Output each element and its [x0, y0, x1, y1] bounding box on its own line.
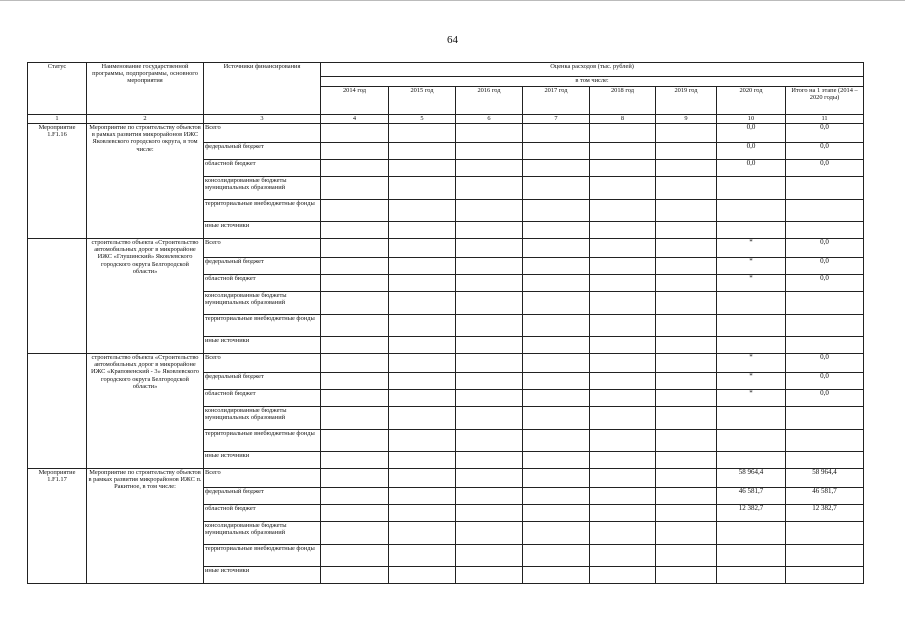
year-value-cell: [523, 337, 590, 354]
total-value-cell: [786, 177, 864, 200]
column-number: 6: [456, 115, 523, 124]
year-value-cell: [456, 337, 523, 354]
year-value-cell: [656, 258, 717, 275]
year-value-cell: [656, 567, 717, 584]
year-value-cell: [389, 390, 456, 407]
column-number: 1: [28, 115, 87, 124]
measure-name-cell: Мероприятие по строительству объектов в рамках развития микрорайонов ИЖС п. Ракитное, в том числе:: [87, 469, 204, 584]
year-value-cell: [321, 407, 389, 430]
total-value-cell: [786, 292, 864, 315]
year-value-cell: [456, 469, 523, 488]
year-value-cell: [590, 258, 656, 275]
funding-source-cell: консолидированные бюджеты муниципальных образований: [204, 407, 321, 430]
year-value-cell: [321, 354, 389, 373]
year-value-cell: [523, 390, 590, 407]
year-value-cell: [321, 143, 389, 160]
year-value-cell: [590, 354, 656, 373]
column-number: 2: [87, 115, 204, 124]
year-value-cell: [389, 222, 456, 239]
year-value-cell: [389, 505, 456, 522]
year-value-cell: [656, 354, 717, 373]
year-value-cell: [321, 469, 389, 488]
year-value-cell: [389, 275, 456, 292]
year-value-cell: [590, 430, 656, 452]
year-value-cell: [523, 292, 590, 315]
year-value-cell: [656, 275, 717, 292]
year-value-cell: [456, 222, 523, 239]
year-value-cell: [456, 124, 523, 143]
year-value-cell: [523, 124, 590, 143]
funding-source-cell: федеральный бюджет: [204, 143, 321, 160]
year-value-cell: [321, 315, 389, 337]
value-2020-cell: [717, 430, 786, 452]
year-value-cell: [590, 390, 656, 407]
year-value-cell: [389, 545, 456, 567]
year-value-cell: [590, 337, 656, 354]
year-value-cell: [590, 545, 656, 567]
year-value-cell: [389, 488, 456, 505]
year-value-cell: [523, 469, 590, 488]
year-value-cell: [590, 124, 656, 143]
year-value-cell: [656, 160, 717, 177]
funding-source-cell: территориальные внебюджетные фонды: [204, 545, 321, 567]
header-year: 2019 год: [656, 87, 717, 115]
year-value-cell: [321, 505, 389, 522]
year-value-cell: [389, 177, 456, 200]
value-2020-cell: [717, 567, 786, 584]
year-value-cell: [523, 545, 590, 567]
status-cell: Мероприятие 1.F1.16: [28, 124, 87, 239]
year-value-cell: [590, 488, 656, 505]
column-number: 3: [204, 115, 321, 124]
year-value-cell: [590, 200, 656, 222]
year-value-cell: [656, 505, 717, 522]
year-value-cell: [456, 567, 523, 584]
year-value-cell: [590, 177, 656, 200]
total-value-cell: [786, 522, 864, 545]
year-value-cell: [656, 373, 717, 390]
funding-source-cell: федеральный бюджет: [204, 258, 321, 275]
funding-source-cell: федеральный бюджет: [204, 488, 321, 505]
value-2020-cell: [717, 315, 786, 337]
year-value-cell: [590, 143, 656, 160]
year-value-cell: [590, 275, 656, 292]
value-2020-cell: [717, 222, 786, 239]
funding-source-cell: территориальные внебюджетные фонды: [204, 315, 321, 337]
value-2020-cell: [717, 177, 786, 200]
year-value-cell: [456, 239, 523, 258]
year-value-cell: [321, 390, 389, 407]
year-value-cell: [523, 567, 590, 584]
year-value-cell: [456, 407, 523, 430]
total-value-cell: 0,0: [786, 390, 864, 407]
total-value-cell: [786, 222, 864, 239]
year-value-cell: [321, 337, 389, 354]
year-value-cell: [656, 407, 717, 430]
year-value-cell: [523, 143, 590, 160]
year-value-cell: [590, 160, 656, 177]
year-value-cell: [523, 200, 590, 222]
funding-source-cell: консолидированные бюджеты муниципальных образований: [204, 292, 321, 315]
value-2020-cell: [717, 200, 786, 222]
funding-source-cell: иные источники: [204, 337, 321, 354]
year-value-cell: [590, 522, 656, 545]
year-value-cell: [523, 452, 590, 469]
year-value-cell: [389, 124, 456, 143]
column-number: 7: [523, 115, 590, 124]
year-value-cell: [389, 567, 456, 584]
column-number: 5: [389, 115, 456, 124]
table-row: [28, 124, 864, 143]
funding-source-cell: областной бюджет: [204, 160, 321, 177]
year-value-cell: [523, 488, 590, 505]
year-value-cell: [656, 200, 717, 222]
status-cell: [28, 354, 87, 469]
year-value-cell: [456, 143, 523, 160]
year-value-cell: [590, 505, 656, 522]
year-value-cell: [389, 315, 456, 337]
header-including: в том числе:: [321, 77, 864, 87]
total-value-cell: 0,0: [786, 258, 864, 275]
value-2020-cell: *: [717, 275, 786, 292]
year-value-cell: [389, 354, 456, 373]
year-value-cell: [590, 222, 656, 239]
year-value-cell: [389, 239, 456, 258]
funding-source-cell: областной бюджет: [204, 275, 321, 292]
year-value-cell: [656, 315, 717, 337]
year-value-cell: [321, 452, 389, 469]
table-body: [28, 124, 864, 584]
year-value-cell: [321, 275, 389, 292]
header-year: 2016 год: [456, 87, 523, 115]
year-value-cell: [656, 390, 717, 407]
year-value-cell: [389, 407, 456, 430]
year-value-cell: [321, 258, 389, 275]
year-value-cell: [456, 373, 523, 390]
year-value-cell: [456, 200, 523, 222]
measure-name-cell: строительство объекта «Строительство автомобильных дорог в микрорайоне ИЖС «Краповенский - 3» Яковлевского городского округа Белгородской области»: [87, 354, 204, 469]
table-row: [28, 469, 864, 488]
total-value-cell: 0,0: [786, 124, 864, 143]
total-value-cell: [786, 567, 864, 584]
year-value-cell: [321, 430, 389, 452]
table-row: [28, 354, 864, 373]
value-2020-cell: [717, 452, 786, 469]
year-value-cell: [456, 315, 523, 337]
column-number: 9: [656, 115, 717, 124]
scan-top-edge: [0, 0, 905, 1]
header-year: 2017 год: [523, 87, 590, 115]
year-value-cell: [523, 315, 590, 337]
year-value-cell: [590, 469, 656, 488]
year-value-cell: [656, 337, 717, 354]
page-number: 64: [447, 34, 458, 46]
year-value-cell: [456, 177, 523, 200]
year-value-cell: [456, 505, 523, 522]
year-value-cell: [523, 160, 590, 177]
year-value-cell: [456, 160, 523, 177]
year-value-cell: [590, 239, 656, 258]
year-value-cell: [523, 177, 590, 200]
year-value-cell: [456, 354, 523, 373]
value-2020-cell: 58 964,4: [717, 469, 786, 488]
year-value-cell: [456, 488, 523, 505]
table-row: [28, 239, 864, 258]
year-value-cell: [656, 239, 717, 258]
year-value-cell: [321, 200, 389, 222]
funding-source-cell: консолидированные бюджеты муниципальных образований: [204, 522, 321, 545]
year-value-cell: [456, 258, 523, 275]
header-source: Источники финансирования: [204, 63, 321, 115]
value-2020-cell: *: [717, 390, 786, 407]
year-value-cell: [523, 407, 590, 430]
year-value-cell: [656, 143, 717, 160]
total-value-cell: 0,0: [786, 160, 864, 177]
total-value-cell: 0,0: [786, 275, 864, 292]
year-value-cell: [321, 522, 389, 545]
year-value-cell: [523, 258, 590, 275]
total-value-cell: [786, 315, 864, 337]
funding-source-cell: консолидированные бюджеты муниципальных образований: [204, 177, 321, 200]
value-2020-cell: [717, 337, 786, 354]
value-2020-cell: [717, 522, 786, 545]
year-value-cell: [321, 124, 389, 143]
year-value-cell: [389, 200, 456, 222]
column-number: 10: [717, 115, 786, 124]
total-value-cell: 0,0: [786, 239, 864, 258]
year-value-cell: [321, 488, 389, 505]
year-value-cell: [590, 292, 656, 315]
year-value-cell: [389, 373, 456, 390]
year-value-cell: [523, 239, 590, 258]
total-value-cell: [786, 407, 864, 430]
value-2020-cell: *: [717, 258, 786, 275]
value-2020-cell: [717, 292, 786, 315]
year-value-cell: [456, 545, 523, 567]
year-value-cell: [389, 292, 456, 315]
year-value-cell: [389, 522, 456, 545]
year-value-cell: [389, 160, 456, 177]
funding-source-cell: иные источники: [204, 222, 321, 239]
value-2020-cell: *: [717, 354, 786, 373]
total-value-cell: 46 581,7: [786, 488, 864, 505]
budget-table: [27, 62, 864, 584]
header-status: Статус: [28, 63, 87, 115]
year-value-cell: [456, 275, 523, 292]
year-value-cell: [321, 239, 389, 258]
funding-source-cell: Всего: [204, 239, 321, 258]
funding-source-cell: иные источники: [204, 452, 321, 469]
total-value-cell: 58 964,4: [786, 469, 864, 488]
total-value-cell: [786, 545, 864, 567]
year-value-cell: [656, 177, 717, 200]
year-value-cell: [321, 567, 389, 584]
value-2020-cell: 0,0: [717, 160, 786, 177]
year-value-cell: [389, 469, 456, 488]
scan-bottom-edge: [0, 634, 905, 635]
column-number: 11: [786, 115, 864, 124]
year-value-cell: [523, 430, 590, 452]
year-value-cell: [456, 430, 523, 452]
value-2020-cell: *: [717, 239, 786, 258]
header-year: 2015 год: [389, 87, 456, 115]
year-value-cell: [656, 124, 717, 143]
year-value-cell: [523, 222, 590, 239]
year-value-cell: [321, 545, 389, 567]
year-value-cell: [456, 452, 523, 469]
funding-source-cell: территориальные внебюджетные фонды: [204, 430, 321, 452]
total-value-cell: 0,0: [786, 354, 864, 373]
year-value-cell: [321, 177, 389, 200]
year-value-cell: [456, 522, 523, 545]
year-value-cell: [590, 407, 656, 430]
year-value-cell: [456, 390, 523, 407]
value-2020-cell: 12 382,7: [717, 505, 786, 522]
year-value-cell: [321, 373, 389, 390]
year-value-cell: [523, 354, 590, 373]
year-value-cell: [523, 522, 590, 545]
year-value-cell: [389, 258, 456, 275]
status-cell: [28, 239, 87, 354]
value-2020-cell: [717, 407, 786, 430]
year-value-cell: [590, 567, 656, 584]
header-name: Наименование государственной программы, подпрограммы, основного мероприятия: [87, 63, 204, 115]
year-value-cell: [656, 222, 717, 239]
funding-source-cell: территориальные внебюджетные фонды: [204, 200, 321, 222]
year-value-cell: [389, 337, 456, 354]
year-value-cell: [389, 452, 456, 469]
year-value-cell: [523, 275, 590, 292]
year-value-cell: [523, 373, 590, 390]
funding-source-cell: Всего: [204, 469, 321, 488]
funding-source-cell: Всего: [204, 354, 321, 373]
total-value-cell: 0,0: [786, 373, 864, 390]
funding-source-cell: областной бюджет: [204, 505, 321, 522]
header-total: Итого на 1 этапе (2014 – 2020 годы): [786, 87, 864, 115]
funding-source-cell: областной бюджет: [204, 390, 321, 407]
year-value-cell: [656, 522, 717, 545]
header-year: 2018 год: [590, 87, 656, 115]
year-value-cell: [656, 545, 717, 567]
value-2020-cell: 0,0: [717, 143, 786, 160]
total-value-cell: 0,0: [786, 143, 864, 160]
year-value-cell: [590, 373, 656, 390]
header-year: 2014 год: [321, 87, 389, 115]
funding-source-cell: федеральный бюджет: [204, 373, 321, 390]
year-value-cell: [389, 143, 456, 160]
year-value-cell: [656, 452, 717, 469]
total-value-cell: [786, 200, 864, 222]
column-number-row: [28, 115, 864, 124]
measure-name-cell: Мероприятие по строительству объектов в рамках развития микрорайонов ИЖС Яковлевского городского округа, в том числе:: [87, 124, 204, 239]
year-value-cell: [456, 292, 523, 315]
year-value-cell: [523, 505, 590, 522]
year-value-cell: [590, 452, 656, 469]
column-number: 8: [590, 115, 656, 124]
year-value-cell: [389, 430, 456, 452]
header-estimate: Оценка расходов (тыс. рублей): [321, 63, 864, 77]
year-value-cell: [321, 292, 389, 315]
year-value-cell: [656, 488, 717, 505]
header-year: 2020 год: [717, 87, 786, 115]
funding-source-cell: иные источники: [204, 567, 321, 584]
year-value-cell: [656, 430, 717, 452]
year-value-cell: [321, 160, 389, 177]
value-2020-cell: *: [717, 373, 786, 390]
measure-name-cell: строительство объекта «Строительство автомобильных дорог в микрорайоне ИЖС «Глушинский» Яковлевского городского округа Белгородской области»: [87, 239, 204, 354]
total-value-cell: 12 382,7: [786, 505, 864, 522]
year-value-cell: [590, 315, 656, 337]
status-cell: Мероприятие 1.F1.17: [28, 469, 87, 584]
value-2020-cell: 0,0: [717, 124, 786, 143]
year-value-cell: [321, 222, 389, 239]
year-value-cell: [656, 292, 717, 315]
column-number: 4: [321, 115, 389, 124]
value-2020-cell: [717, 545, 786, 567]
total-value-cell: [786, 337, 864, 354]
total-value-cell: [786, 430, 864, 452]
total-value-cell: [786, 452, 864, 469]
year-value-cell: [656, 469, 717, 488]
value-2020-cell: 46 581,7: [717, 488, 786, 505]
funding-source-cell: Всего: [204, 124, 321, 143]
